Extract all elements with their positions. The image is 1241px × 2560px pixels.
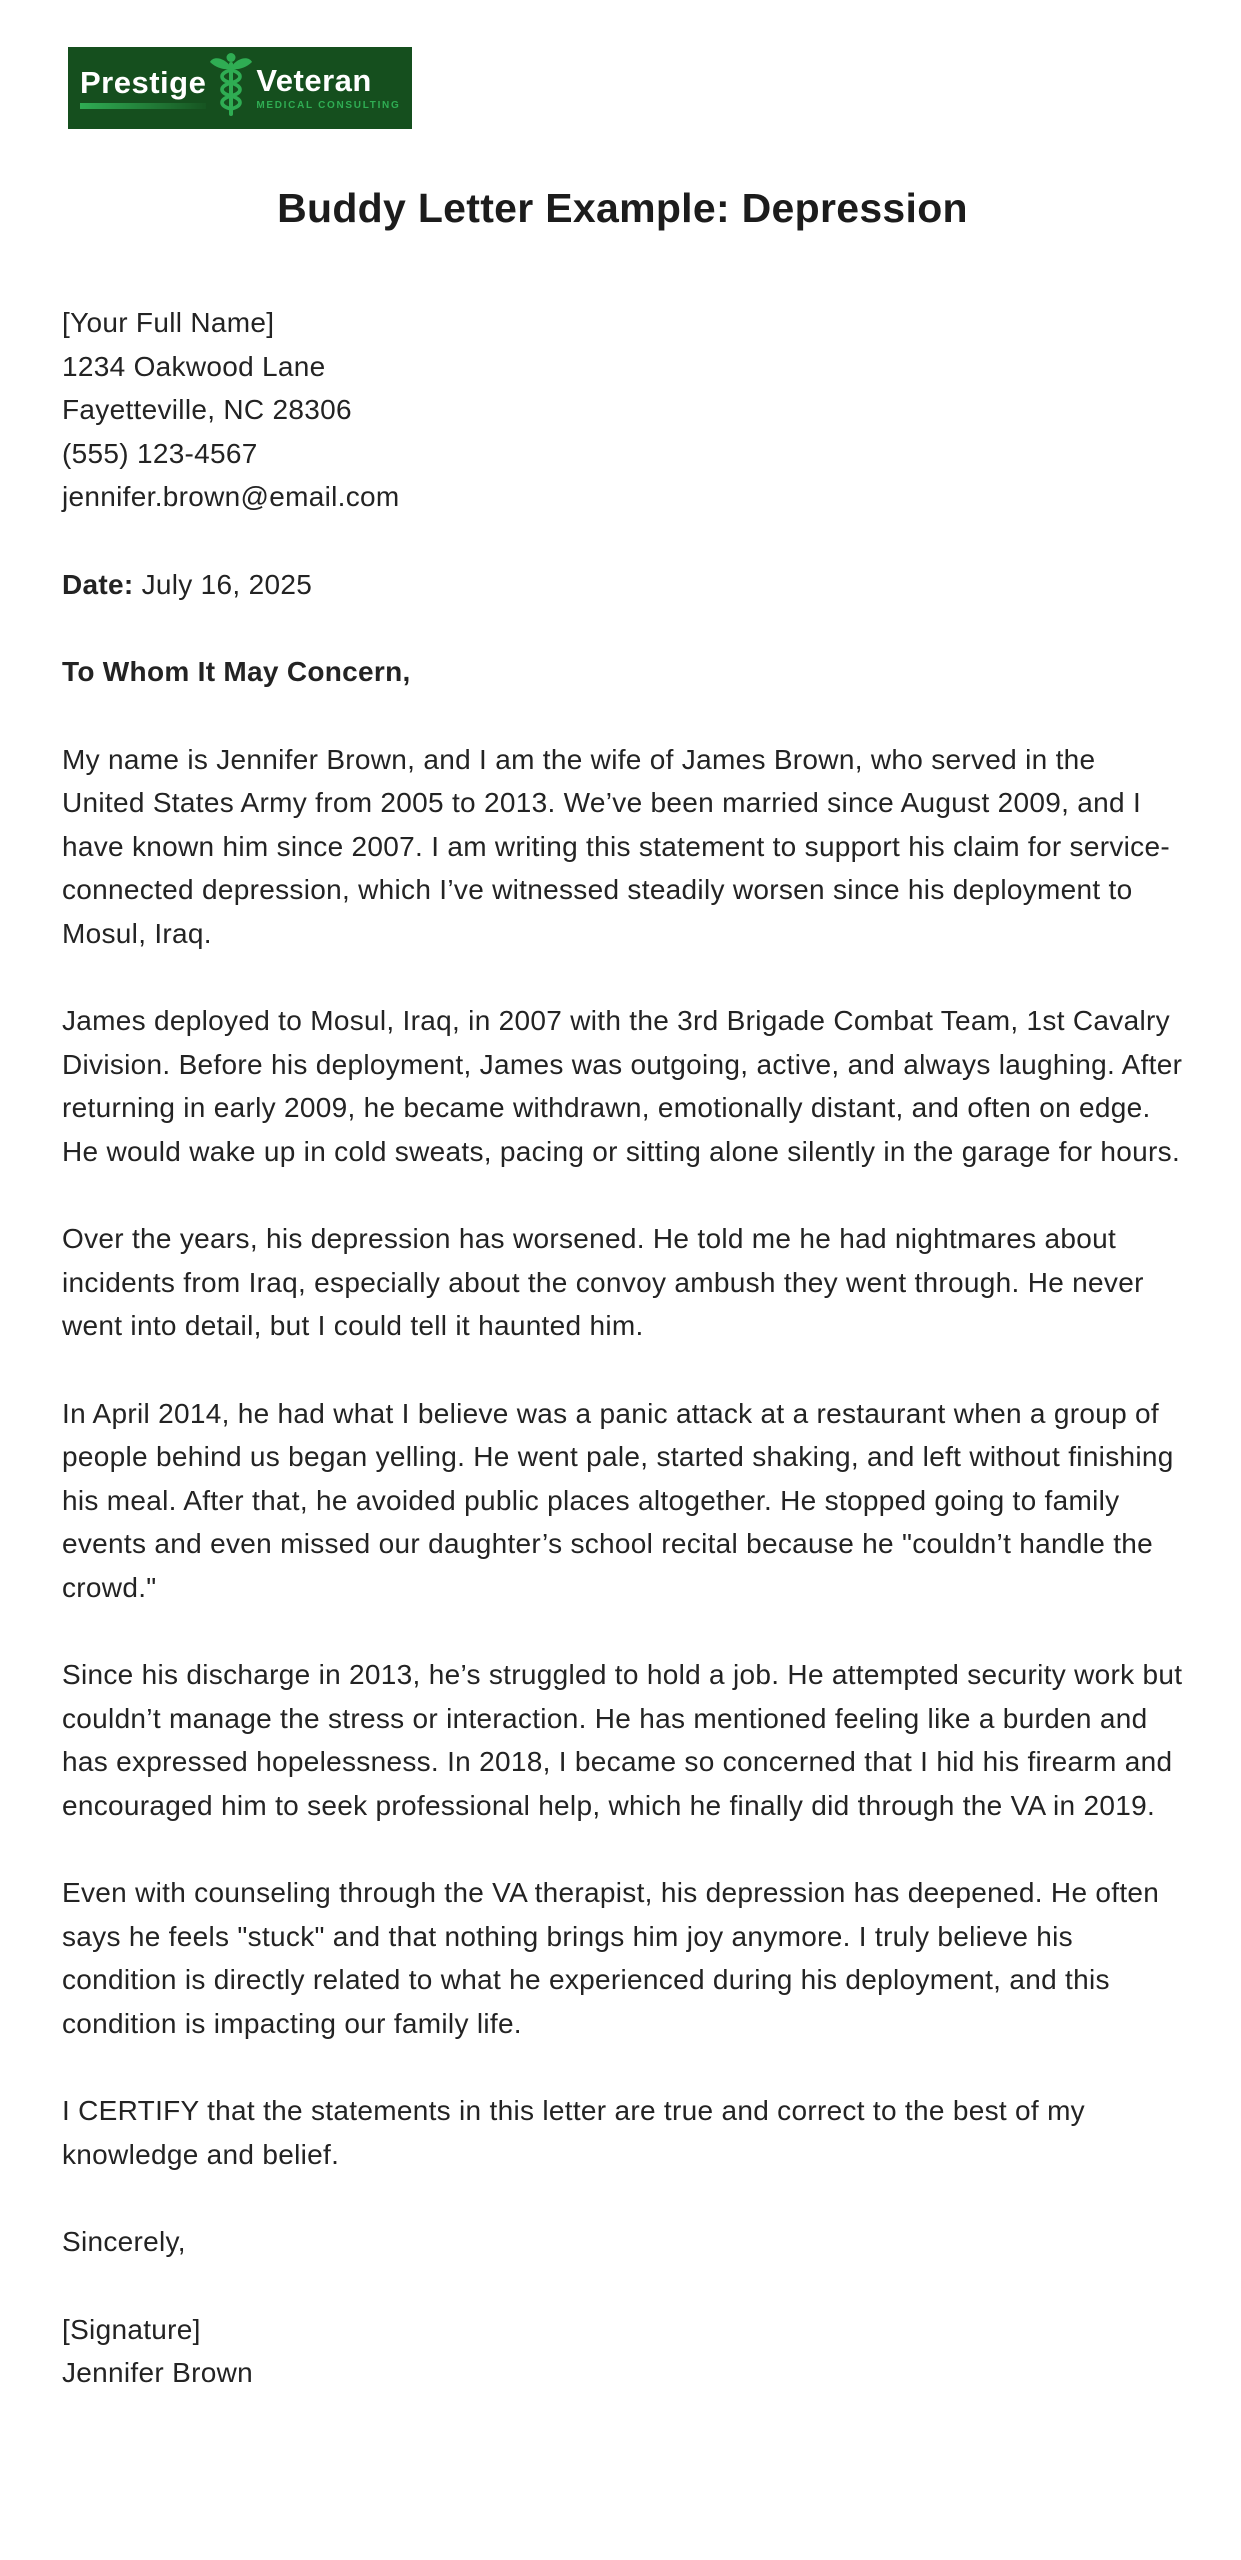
date-line — [62, 563, 1183, 607]
salutation: To Whom It May Concern, — [62, 656, 411, 687]
paragraph-nightmares: Over the years, his depression has worsened. He told me he had nightmares about incidents from Iraq, especially about the convoy ambush they went through. He never went into detail, but I could tell it haunted him. — [62, 1223, 1144, 1341]
caduceus-icon — [208, 52, 254, 118]
paragraph-panic-attack: In April 2014, he had what I believe was a panic attack at a restaurant when a group of people behind us began yelling. He went pale, started shaking, and left without finishing his meal. After that, he avoided public places altogether. He stopped going to family events and even missed our daughter’s school recital because he "couldn’t handle the crowd." — [62, 1397, 1174, 1603]
logo-underline-bar — [80, 103, 206, 109]
sender-name: [Your Full Name] — [62, 307, 275, 338]
logo-left-column — [80, 67, 206, 109]
paragraph-discharge: Since his discharge in 2013, he’s struggled to hold a job. He attempted security work but couldn’t manage the stress or interaction. He has mentioned feeling like a burden and has expressed hopelessness. In 2018, I became so concerned that I hid his firearm and encouraged him to seek professional help, which he finally did through the VA in 2019. — [62, 1659, 1183, 1821]
date-label: Date: — [62, 568, 134, 600]
letter-header — [62, 47, 1183, 129]
letter-body — [62, 301, 1183, 2395]
closing-sincerely: Sincerely, — [62, 2226, 186, 2257]
logo-right-column — [256, 65, 400, 111]
signed-name: Jennifer Brown — [62, 2357, 253, 2388]
sender-email: jennifer.brown@email.com — [62, 481, 400, 512]
date-value: July 16, 2025 — [141, 568, 313, 600]
sender-city-state-zip: Fayetteville, NC 28306 — [62, 394, 352, 425]
paragraph-deployment: James deployed to Mosul, Iraq, in 2007 with the 3rd Brigade Combat Team, 1st Cavalry Division. Before his deployment, James was outgoing, active, and always laughing. After returning in early 2009, he became withdrawn, emotionally distant, and often on edge. He would wake up in cold sweats, pacing or sitting alone silently in the garage for hours. — [62, 1005, 1183, 1167]
certification-statement: I CERTIFY that the statements in this letter are true and correct to the best of my knowledge and belief. — [62, 2095, 1085, 2170]
brand-logo — [68, 47, 412, 129]
logo-wordmark-prestige: Prestige — [80, 65, 207, 100]
paragraph-introduction: My name is Jennifer Brown, and I am the wife of James Brown, who served in the United States Army from 2005 to 2013. We’ve been married since August 2009, and I have known him since 2007. I am writing this statement to support his claim for service-connected depression, which I’ve witnessed steadily worsen since his deployment to Mosul, Iraq. — [62, 743, 1170, 949]
sender-phone: (555) 123-4567 — [62, 437, 258, 469]
logo-tagline: MEDICAL CONSULTING — [256, 100, 401, 111]
logo-wordmark-veteran: Veteran — [256, 63, 372, 98]
paragraph-counseling: Even with counseling through the VA therapist, his depression has deepened. He often says he feels "stuck" and that nothing brings him joy anymore. I truly believe his condition is directly related to what he experienced during his deployment, and this condition is impacting our family life. — [62, 1877, 1160, 2039]
page-title: Buddy Letter Example: Depression — [277, 185, 968, 231]
sender-street: 1234 Oakwood Lane — [62, 350, 326, 382]
signature-placeholder: [Signature] — [62, 2313, 201, 2345]
signature-block — [62, 2308, 1183, 2395]
sender-info-block — [62, 301, 1183, 519]
